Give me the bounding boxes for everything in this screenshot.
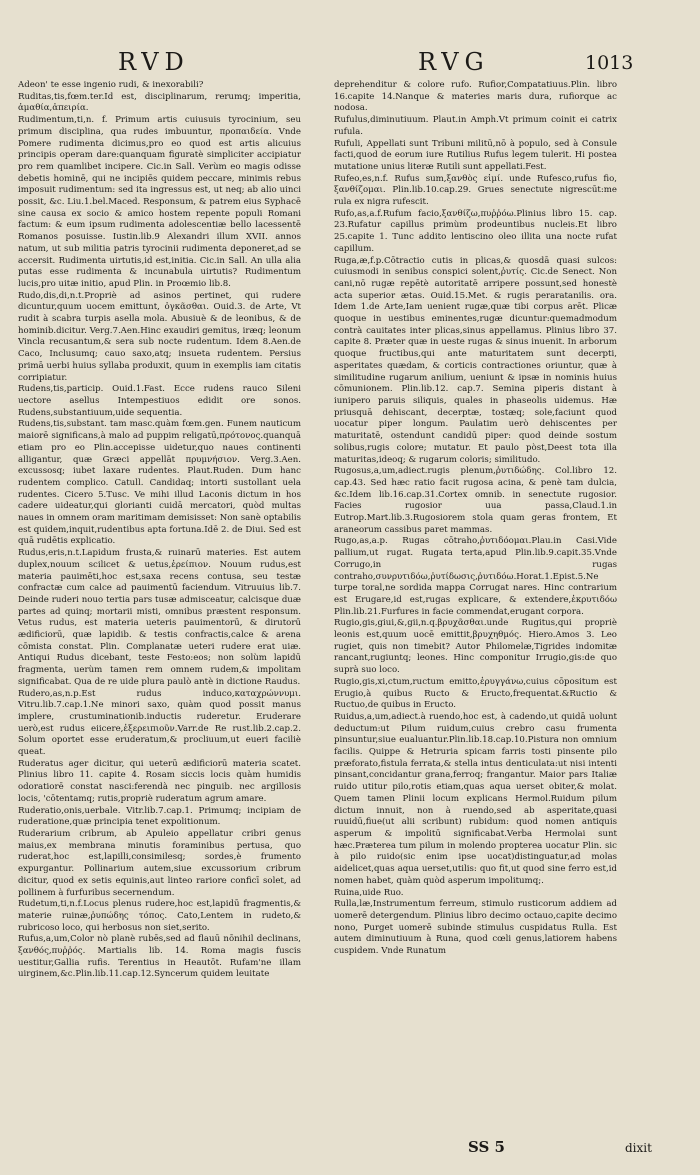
catchword: dixit — [625, 1141, 652, 1155]
entry: Ruidus,a,um,adiect.à ruendo,hoc est, à cadendo,ut quidā uolunt deductum:ut Pilum ruidum,cuius crebro casu frumenta pinsuntur,siue eualuantur.Plin.lib.18.cap.10.Pistura non omnium facilis. Quippe & Hetruria spicam farris tosti pinsente pilo præforato,fistula ferrata,& stella intus denticulata:ut nisi intenti pinsant,concidantur grana,ferroq; frangantur. Maior pars Italiæ ruido utitur pilo,rotis etiam,quas aqua uerset obiter,& molat. Quem tamen Plinii locum explicans Hermol.Ruidum pilum dictum innuit, non à ruendo,sed ab asperitate,quasi ruuidū,fiue(ut alii scribunt) rubidum: quod nomen antiquis asperum & impolitū significabat.Verba Hermolai sunt hæc.Præterea tum pilum in molendo propterea uocatur Plin. sic à pilo ruido(sic enim ipse uocat)distinguatur,ad molas aidelicet,quas aqua uerset,utilis: quo fit,ut quod sine ferro est,id nomen habet, quàm quòd asperum impolitumq;. — [334, 711, 617, 886]
entry: Rudero,as,n.p.Est rudus induco,καταχρώννυμι. Vitru.lib.7.cap.1.Ne minori saxo, quàm quod possit manus implere, crustuminationib.inductis ruderetur. Eruderare uerò,est rudus eiicere,ἐξερειπιοῦν.Varr.de Re rust.lib.2.cap.2. Solum oportet esse eruderatum,& procliuum,ut eueri faciliè queat. — [18, 688, 301, 758]
page-header — [0, 48, 700, 82]
entry: Ruditas,tis,fœm.ter.Id est, disciplinarum, rerumq; imperitia, ἀμαθία,ἀπειρία. — [18, 91, 301, 114]
entry: Ruga,æ,f.p.Cōtractio cutis in plicas,& quosdā quasi sulcos: cuiusmodi in senibus conspici solent,ῥυτίς. Cic.de Senect. Non cani,nō rugæ repētè autoritatē arripere possunt,sed honestè acta superior ætas. Ouid.15.Met. & rugis peraratanilis. ora. Idem 1.de Arte,Iam uenient rugæ,quæ tibi corpus arēt. Plicæ quoque in uestibus eminentes,rugæ dicuntur:quemadmodum contrà cauitates inter plicas,sinus appellamus. Plinius libro 37. capite 8. Præter quæ in ueste rugas & sinus inuenit. In arborum quoque fructibus,qui ante maturitatem sunt decerpti, asperitates quædam, & corticis contractiones oriuntur, quæ à similitudine rugarum anilium, ueniunt & ipsæ in nominis huius cōmunionem. Plin.lib.12. cap.7. Semina piperis distant à iunipero paruis siliquis, quales in phaseolis uidemus. Hæ priusquā dehiscant, decerptæ, tostæq; sole,faciunt quod uocatur piper longum. Paulatim uerò dehiscentes per maturitatē, ostendunt candidū piper: quod deinde sostum solibus,rugis colore; mutatur. Et paulo pòst,Deest tota illa maturitas,ideoq; & rugarum coloris; similitudo. — [334, 255, 617, 465]
signature-mark: SS 5 — [468, 1138, 505, 1156]
entry: Rufo,as,a.f.Rufum facio,ξανθίζω,πυῤῥόω.Plinius libro 15. cap. 23.Rufatur capillus primùm prodeuntibus nucleis.Et libro 25.capite 1. Tunc addito lentiscino oleo illita una nocte rufat capillum. — [334, 208, 617, 254]
entry: Rudimentum,ti,n. f. Primum artis cuiusuis tyrocinium, seu primum disciplina, qua rudes imbuuntur, προπαιδεία. Vnde Pomere rudimenta dicimus,pro eo quod est artis alicuius principis operam dare:quanquam figuratè simpliciter accipiatur pro rem quamlibet incipere. Cic.in Sall. Verùm eo magis odisse debetis hominē, qui ne incipiēs quidem peccare, minimis rebus imposuit rudimentum: sed ita ingressus est, ut neq; ab alio uinci possit, &c. Liu.1.bel.Maced. Responsum, & patrem eius Syphacē sine causa ex socio & amico hostem repente populi Romani factum: & eum ipsum rudimenta adolescentiæ bello lacessentē Romanos posuisse. Iustin.lib.9 Alexandri illum XVII. annos natum, ut sub militia patris tyrocinii rudimenta deponeret,ad se accersit. Rudimenta uirtutis,id est,initia. Cic.in Sall. An ulla alia putas esse rudimenta & incunabula uirtutis? Rudimentum lucis,pro uitæ initio, apud Plin. in Proœmio lib.8. — [18, 115, 301, 289]
entry: Rugosus,a,um,adiect.rugis plenum,ῥυτιδώδης. Col.libro 12. cap.43. Sed hæc ratio facit rugosa acina, & penè tam dulcia, &c.Idem lib.16.cap.31.Cortex omnib. in senectute rugosior. Facies rugosior uua passa,Claud.1.in Eutrop.Mart.lib.3.Rugosiorem stola quam geras frontem, Et araneorum cassibus paret mammas. — [334, 466, 617, 535]
entry: Rudens,tis,substant. tam masc.quàm fœm.gen. Funem nauticum maiorē significans,à malo ad puppim religatū,πρότονος.quanquā etiam pro eo Plin.accepisse uidetur,quo naues continenti alligantur, quæ Græci appellāt πρυμνήσιον. Verg.3.Aen. excussosq; iubet laxare rudentes. Plaut.Ruden. Dum hanc rudentem complico. Catull. Candidaq; intorti sustollant uela rudentes. Cicero 5.Tusc. Ve mihi illud Laconis dictum in hos cadere uideatur,qui glorianti cuidā mercatori, quòd multas naues in omnem oram maritimam demisisset: Non sanè optabilis est quidem,inquit,rudentibus apta fortuna.Idē 2. de Diui. Sed est quā rudētis explicatio. — [18, 419, 301, 547]
running-head-right: RVG — [418, 48, 490, 76]
entry: Adeon' te esse ingenio rudi, & inexorabili? — [18, 80, 204, 90]
right-column — [334, 80, 617, 1135]
entry: Rudetum,ti,n.f.Locus plenus rudere,hoc est,lapidū fragmentis,& materie ruinæ,ῥυπώδης τόπος. Cato,Lentem in rudeto,& rubricoso loco, qui herbosus non siet,serito. — [18, 899, 301, 933]
entry: Ruderarium cribrum, ab Apuleio appellatur cribri genus maius,ex membrana minutis foraminibus pertusa, quo ruderat,hoc est,lapilli,consimilesq; sordes,è frumento expurgantur. Pollinarium autem,siue excussorium cribrum dicitur, quod ex setis equinis,aut linteo rariore conficī solet, ad pollinem à furfuribus secernendum. — [18, 829, 301, 898]
entry: Ruina,uide Ruo. — [334, 887, 404, 898]
entry: Rudus,eris,n.t.Lapidum frusta,& ruinarū materies. Est autem duplex,nouum scilicet & uetus,ἐρείπιον. Nouum rudus,est materia pauimēti,hoc est,saxa recens contusa, seu testæ confractæ cum calce ad pauimentū faciendum. Vitruuius lib.7. Deinde ruderi nouo tertia pars tusæ admisceatur, calcisque duæ partes ad quinq; mortarii misti, omnibus præstent responsum. Vetus rudus, est materia ueteris pauimentorū, & dirutorū ædificiorū, quæ lapidib. & testis confractis,calce & arena cōmista constat. Plin. Complanatæ ueteri rudere erat uiæ. Antiqui Rudus dicebant, teste Festo:eos; non solùm lapidū fragmenta, uerùm tamen rem omnem rudem,& impolitam significabat. Qua de re uide plura paulò antè in dictione Raudus. — [18, 548, 301, 687]
entry: Rufulus,diminutiuum. Plaut.in Amph.Vt primum coinit ei catrix rufula. — [334, 115, 617, 137]
running-head-left: RVD — [118, 48, 190, 76]
entry: Rulla,læ,Instrumentum ferreum, stimulo rusticorum addiem ad uomerē detergendum. Plinius libro decimo octauo,capite decimo nono, Purget uomerē subinde stimulus cuspidatus Rulla. Est autem diminutiuum à Runa, quod cœli genus,latiorem habens cuspidem. Vnde Runatum — [334, 899, 617, 957]
entry: Rudens,tis,particip. Ouid.1.Fast. Ecce rudens rauco Sileni uectore asellus Intempestiuos edidit ore sonos. Rudens,substantiuum,uide sequentia. — [18, 384, 301, 418]
entry: Rufuli, Appellati sunt Tribuni militū,nō à populo, sed à Consule facti,quod de eorum iure Rutilius Rufus legem tulerit. Hi postea mutatione unius literæ Rutili sunt appellati.Fest. — [334, 138, 617, 172]
entry: Rufus,a,um,Color nò planè rubēs,sed ad flauū nōnihil declinans, ξανθός,πυῤῥός. Martialis lib. 14. Roma magis fuscis uestitur,Gallia rufis. Terentius in Heautōt. Rufam'ne illam uirginem,&c.Plin.lib.11.cap.12.Syncerum quidem leuitate — [18, 934, 301, 980]
page-number: 1013 — [585, 52, 634, 74]
entry: Rufeo,es,n.f. Rufus sum,ξανθὸς εἰμί. unde Rufesco,rufus fio, ξανθίζομαι. Plin.lib.10.cap.29. Grues senectute nigrescūt:me rula ex nigra rufescit. — [334, 173, 617, 208]
entry: Ruderatio,onis,uerbale. Vitr.lib.7.cap.1. Primumq; incipiam de ruderatione,quæ principia tenet expolitionum. — [18, 805, 301, 828]
entry: Ruderatus ager dicitur, qui ueterū ædificiorū materia scatet. Plinius libro 11. capite 4. Rosam siccis locis quàm humidis odoratiorē constat nasci:ferendà nec pinguib. nec argillosis locis, 'cōtentamq; rutis,propriè ruderatum agrum amare. — [18, 758, 301, 804]
page-footer — [0, 1138, 700, 1160]
entry: Rudo,dis,di,n.t.Propriè ad asinos pertinet, qui rudere dicuntur,quum uocem emittunt, ὀγκᾶσθαι. Ouid.3. de Arte, Vt rudit à scabra turpis asella mola. Abusiuè & de leonibus, & de hominib.dicitur. Verg.7.Aen.Hinc exaudiri gemitus, iræq; leonum Vincla recusantum,& sera sub nocte rudentum. Idem 8.Aen.de Caco, Inclusumq; cauo saxo,atq; insueta rudentem. Persius primā uerbi huius syllaba produxit, quum in exemplis iam citatis corripiatur. — [18, 290, 301, 383]
entry: Rugio,gis,xi,ctum,ructum emitto,ἐρυγγάνω,cuius cōpositum est Erugio,à quibus Ructo & Eructo,frequentat.&Ructio & Ructuo,de quibus in Eructo. — [334, 676, 617, 711]
entry: Rugo,as,a.p. Rugas cōtraho,ῥυτιδόομαι.Plau.in Casi.Vide pallium,ut rugat. Rugata terta,apud Plin.lib.9.capit.35.Vnde Corrugo,in rugas contraho,συνρυτιδόω,ῥυτίδωσις,ῥυτιδόω.Horat.1.Epist.5.Ne turpe toral,ne sordida mappa Corrugat nares. Hinc contrarium est Erugare,id est,rugas explicare, & extendere,ἐκρυτιδόω Plin.lib.21.Furfures in facie commendat,erugant corpora. — [334, 536, 617, 617]
entry: Rugio,gis,giui,&,gii,n.q.βρυχᾶσθαι.unde Rugitus,qui propriè leonis est,quum uocē emittit,βρυχηθμός. Hiero.Amos 3. Leo rugiet, quis non timebit? Autor Philomelæ,Tigrides indomitæ rancant,rugiuntq; leones. Hinc componitur Irrugio,gis:de quo suprà suo loco. — [334, 618, 617, 676]
entry: deprehenditur & colore rufo. Rufior,Compatatiuus.Plin. libro 16.capite 14.Nanque & materies maris dura, rufiorque ac nodosa. — [334, 80, 617, 114]
left-column — [18, 80, 301, 1135]
